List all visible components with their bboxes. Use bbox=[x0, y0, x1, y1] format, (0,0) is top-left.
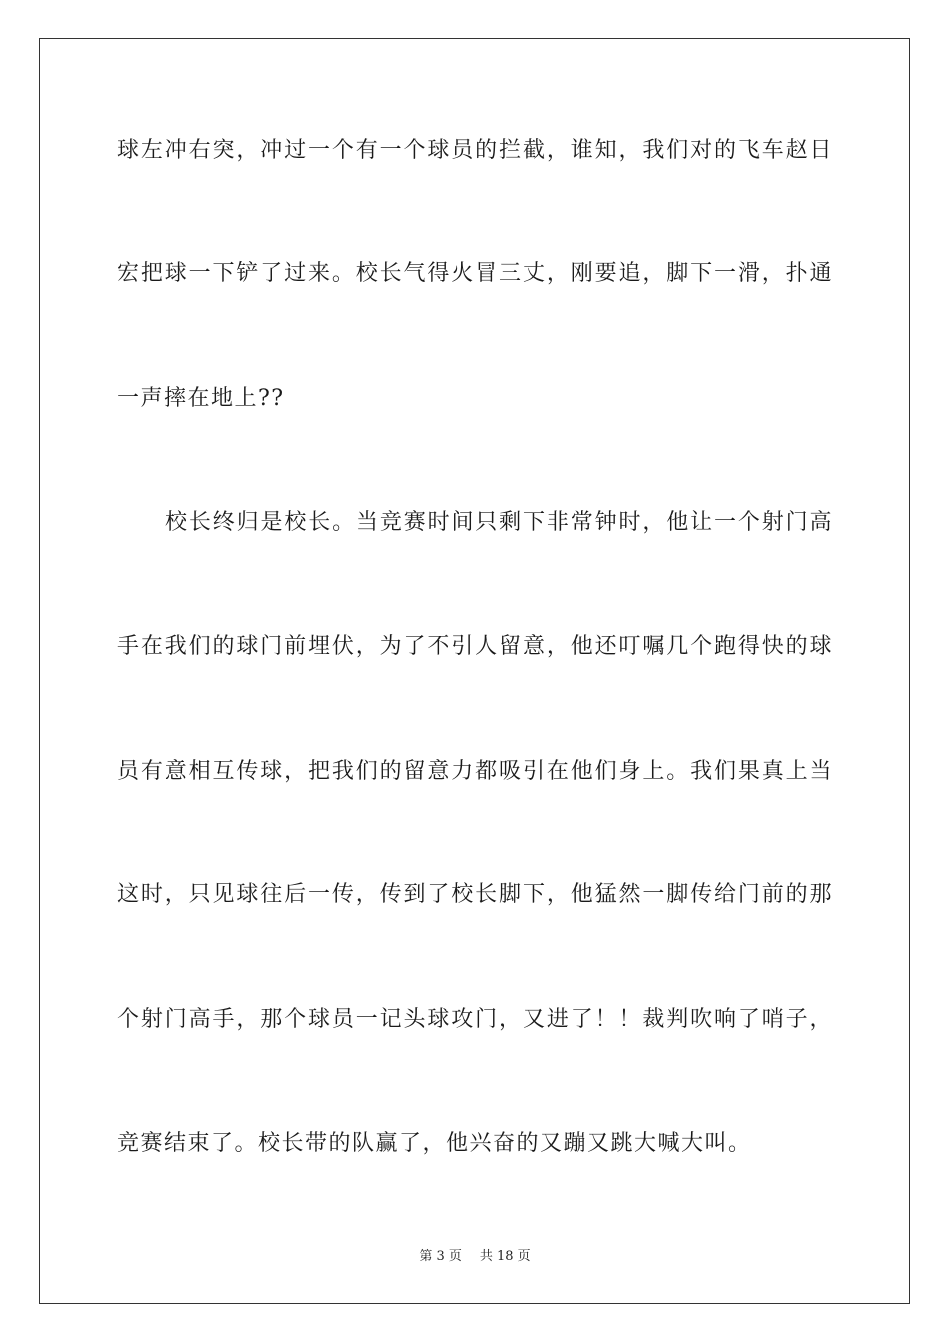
text-line: 竞赛结束了。校长带的队赢了，他兴奋的又蹦又跳大喊大叫。 bbox=[117, 1131, 752, 1156]
text-line: 这时，只见球往后一传，传到了校长脚下，他猛然一脚传给门前的那 bbox=[117, 882, 833, 907]
page-number: 第 3 页 bbox=[419, 1249, 462, 1264]
text-line: 校长终归是校长。当竞赛时间只剩下非常钟时，他让一个射门高 bbox=[165, 510, 833, 535]
text-line: 员有意相互传球，把我们的留意力都吸引在他们身上。我们果真上当 bbox=[117, 759, 833, 784]
page-footer bbox=[0, 1248, 950, 1266]
text-line: 一声摔在地上?? bbox=[117, 386, 285, 411]
text-line: 手在我们的球门前埋伏，为了不引人留意，他还叮嘱几个跑得快的球 bbox=[117, 634, 833, 659]
page-border bbox=[39, 38, 910, 1304]
text-line: 球左冲右突，冲过一个有一个球员的拦截，谁知，我们对的飞车赵日 bbox=[117, 138, 833, 163]
page-total: 共 18 页 bbox=[479, 1249, 531, 1264]
text-line: 个射门高手，那个球员一记头球攻门，又进了！！裁判吹响了哨子， bbox=[117, 1007, 833, 1032]
text-line: 宏把球一下铲了过来。校长气得火冒三丈，刚要追，脚下一滑，扑通 bbox=[117, 261, 833, 286]
